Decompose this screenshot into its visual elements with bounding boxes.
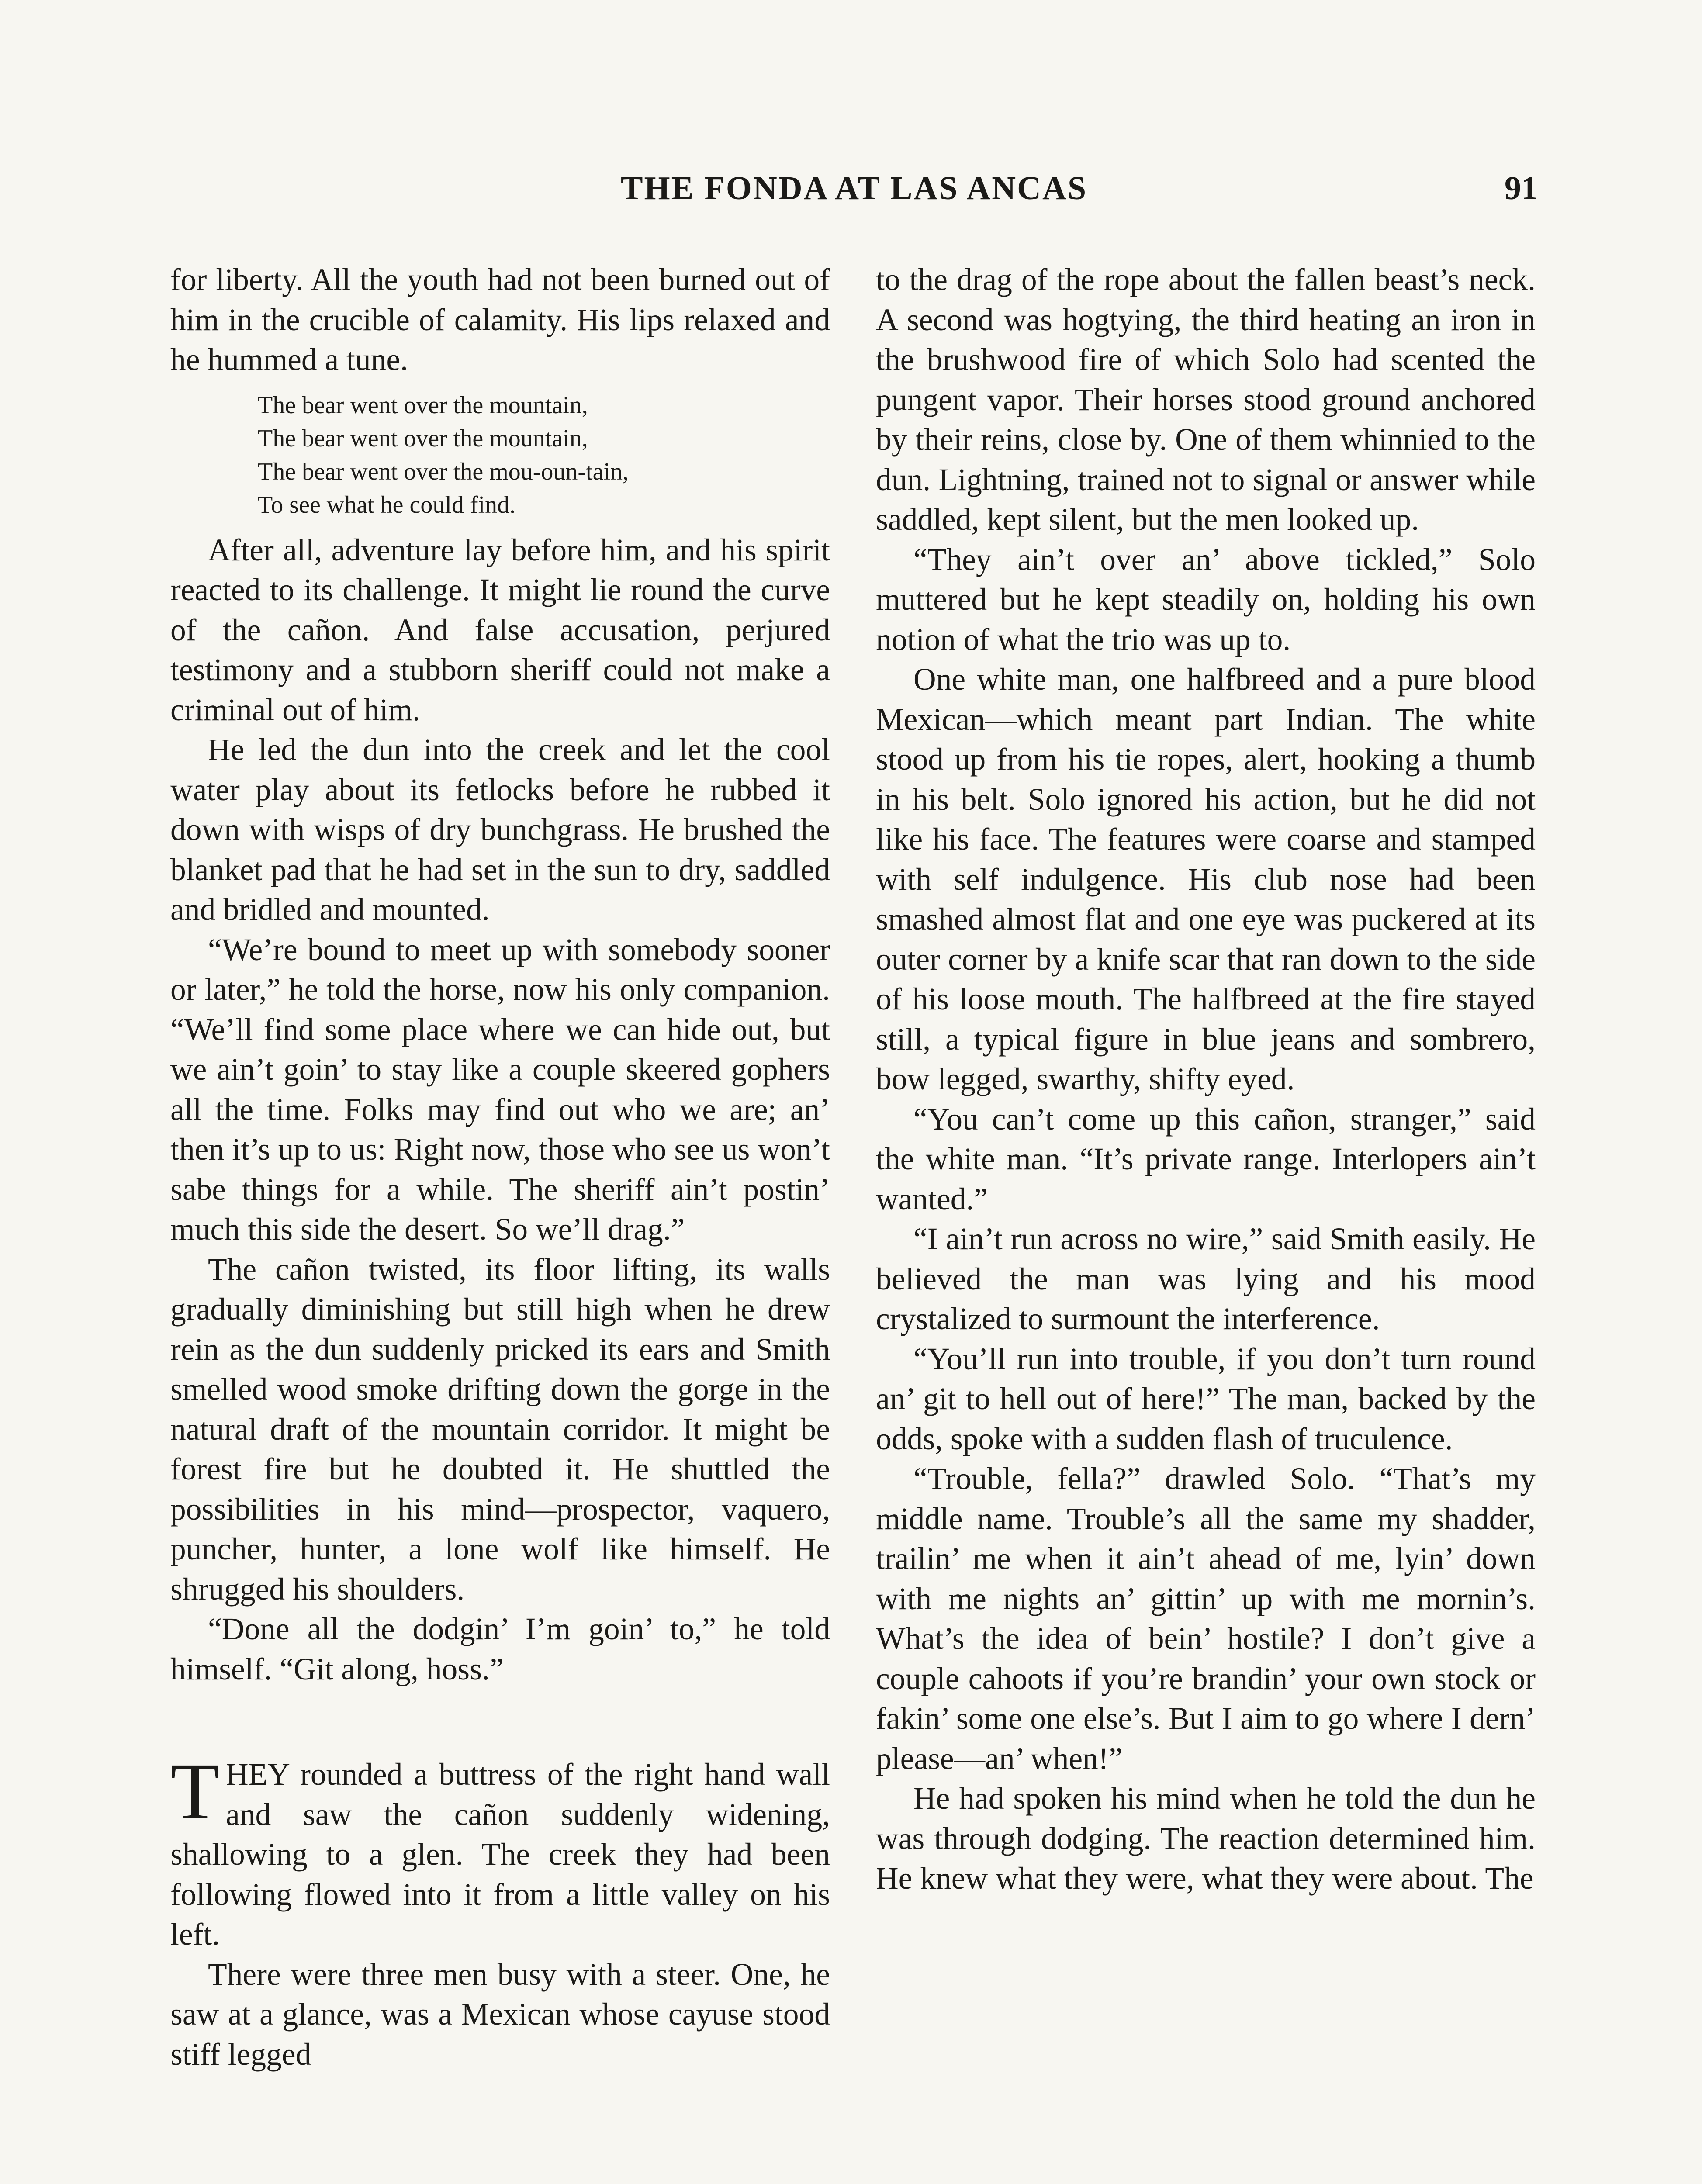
verse-block [258, 389, 830, 522]
paragraph: One white man, one halfbreed and a pure blood Mexican—which meant part Indian. The white stood up from his tie ropes, alert, hooking a thumb in his belt. Solo ignored his action, but he did not like his face. The features were coarse and stamped with self indulgence. His club nose had been smashed almost flat and one eye was puckered at its outer corner by a knife scar that ran down to the side of his loose mouth. The halfbreed at the fire stayed still, a typical figure in blue jeans and sombrero, bow legged, swarthy, shifty eyed. [876, 662, 1536, 1096]
paragraph: for liberty. All the youth had not been burned out of him in the crucible of calamity. His lips relaxed and he hummed a tune. [170, 263, 830, 377]
paragraph: He led the dun into the creek and let the cool water play about its fetlocks before he rubbed it down with wisps of dry bunchgrass. He brushed the blanket pad that he had set in the sun to dry, saddled and bridled and mounted. [170, 733, 830, 927]
section-start-paragraph [170, 1747, 830, 1955]
verse-line: To see what he could find. [258, 491, 516, 518]
left-column [170, 260, 830, 2074]
paragraph: “You can’t come up this cañon, stranger,” said the white man. “It’s private range. Interlopers ain’t wanted.” [876, 1102, 1536, 1216]
paragraph: “Trouble, fella?” drawled Solo. “That’s my middle name. Trouble’s all the same my shadder, trailin’ me when it ain’t ahead of me, lyin’ down with me nights an’ gittin’ up with me mornin’s. What’s the idea of bein’ hostile? I don’t give a couple cahoots if you’re brandin’ your own stock or fakin’ some one else’s. But I aim to go where I dern’ please—an’ when!” [876, 1462, 1536, 1776]
paragraph: After all, adventure lay before him, and his spirit reacted to its challenge. It might lie round the curve of the cañon. And false accusation, perjured testimony and a stubborn sheriff could not make a criminal out of him. [170, 532, 830, 727]
paragraph: “Done all the dodgin’ I’m goin’ to,” he told himself. “Git along, hoss.” [170, 1612, 830, 1686]
paragraph: The cañon twisted, its floor lifting, its walls gradually diminishing but still high when he drew rein as the dun suddenly pricked its ears and Smith smelled wood smoke drifting down the gorge in the natural draft of the mountain corridor. It might be forest fire but he doubted it. He shuttled the possibilities in his mind—prospector, vaquero, puncher, hunter, a lone wolf like himself. He shrugged his shoulders. [170, 1252, 830, 1607]
right-column [876, 260, 1536, 1899]
paragraph: to the drag of the rope about the fallen beast’s neck. A second was hogtying, the third heating an iron in the brushwood fire of which Solo had scented the pungent vapor. Their horses stood ground anchored by their reins, close by. One of them whinnied to the dun. Lightning, trained not to signal or answer while saddled, kept silent, but the men looked up. [876, 263, 1536, 537]
page-number: 91 [1505, 170, 1538, 207]
running-title: THE FONDA AT LAS ANCAS [620, 170, 1088, 207]
drop-cap: T [170, 1747, 220, 1836]
paragraph-text: HEY rounded a buttress of the right hand wall and saw the cañon suddenly widening, shallowing to a glen. The creek they had been following flowed into it from a little valley on his left. [170, 1757, 830, 1952]
paragraph: “They ain’t over an’ above tickled,” Solo muttered but he kept steadily on, holding his own notion of what the trio was up to. [876, 542, 1536, 657]
paragraph: “You’ll run into trouble, if you don’t turn round an’ git to hell out of here!” The man, backed by the odds, spoke with a sudden flash of truculence. [876, 1341, 1536, 1456]
paragraph: “I ain’t run across no wire,” said Smith easily. He believed the man was lying and his mood crystalized to surmount the interference. [876, 1222, 1536, 1336]
paragraph: “We’re bound to meet up with somebody sooner or later,” he told the horse, now his only companion. “We’ll find some place where we can hide out, but we ain’t goin’ to stay like a couple skeered gophers all the time. Folks may find out who we are; an’ then it’s up to us: Right now, those who see us won’t sabe things for a while. The sheriff ain’t postin’ much this side the desert. So we’ll drag.” [170, 932, 830, 1247]
paragraph: He had spoken his mind when he told the dun he was through dodging. The reaction determined him. He knew what they were, what they were about. The [876, 1781, 1536, 1896]
page-header [170, 169, 1538, 218]
verse-line: The bear went over the mou-oun-tain, [258, 458, 629, 485]
verse-line: The bear went over the mountain, [258, 391, 588, 419]
verse-line: The bear went over the mountain, [258, 425, 588, 452]
paragraph: There were three men busy with a steer. One, he saw at a glance, was a Mexican whose cayuse stood stiff legged [170, 1957, 830, 2072]
